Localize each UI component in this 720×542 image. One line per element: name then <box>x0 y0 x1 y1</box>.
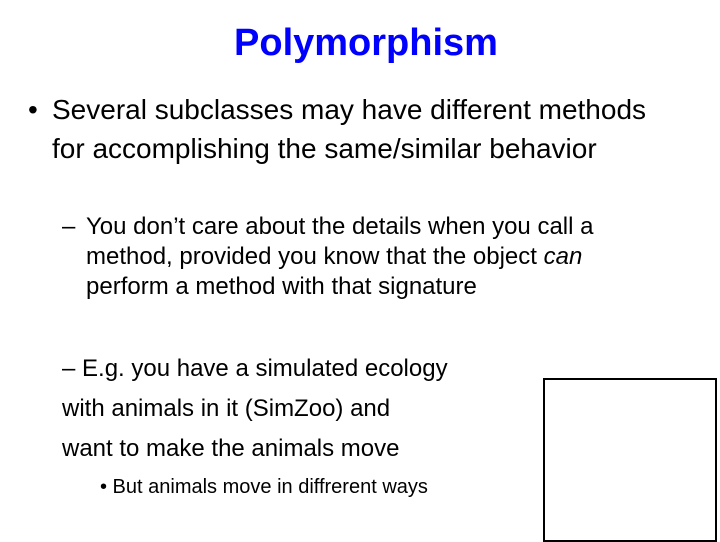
sub-bullet-example-line1: – E.g. you have a simulated ecology <box>62 355 448 382</box>
sub-bullet-example-line2: with animals in it (SimZoo) and <box>62 395 391 422</box>
bullet-level3: • But animals move in diffrerent ways <box>100 476 428 498</box>
sub-bullet-text <box>62 212 622 302</box>
emphasis-can: can <box>543 243 583 270</box>
bullet-text: Several subclasses may have different methods for accomplishing the same/similar behavior <box>52 94 647 164</box>
sub-bullet-text-before: You don’t care about the details when you call a method, provided you know that the object <box>86 213 594 270</box>
bullet-level1 <box>28 90 648 168</box>
sub-bullet-text-after: perform a method with that signature <box>86 273 477 300</box>
sub-bullet-example-line3: want to make the animals move <box>62 435 400 462</box>
image-placeholder-box <box>543 378 717 542</box>
dash-marker: – <box>62 213 76 240</box>
sub-bullet-details <box>62 212 622 302</box>
bullet-marker: • <box>28 94 38 125</box>
slide-title: Polymorphism <box>234 22 498 64</box>
